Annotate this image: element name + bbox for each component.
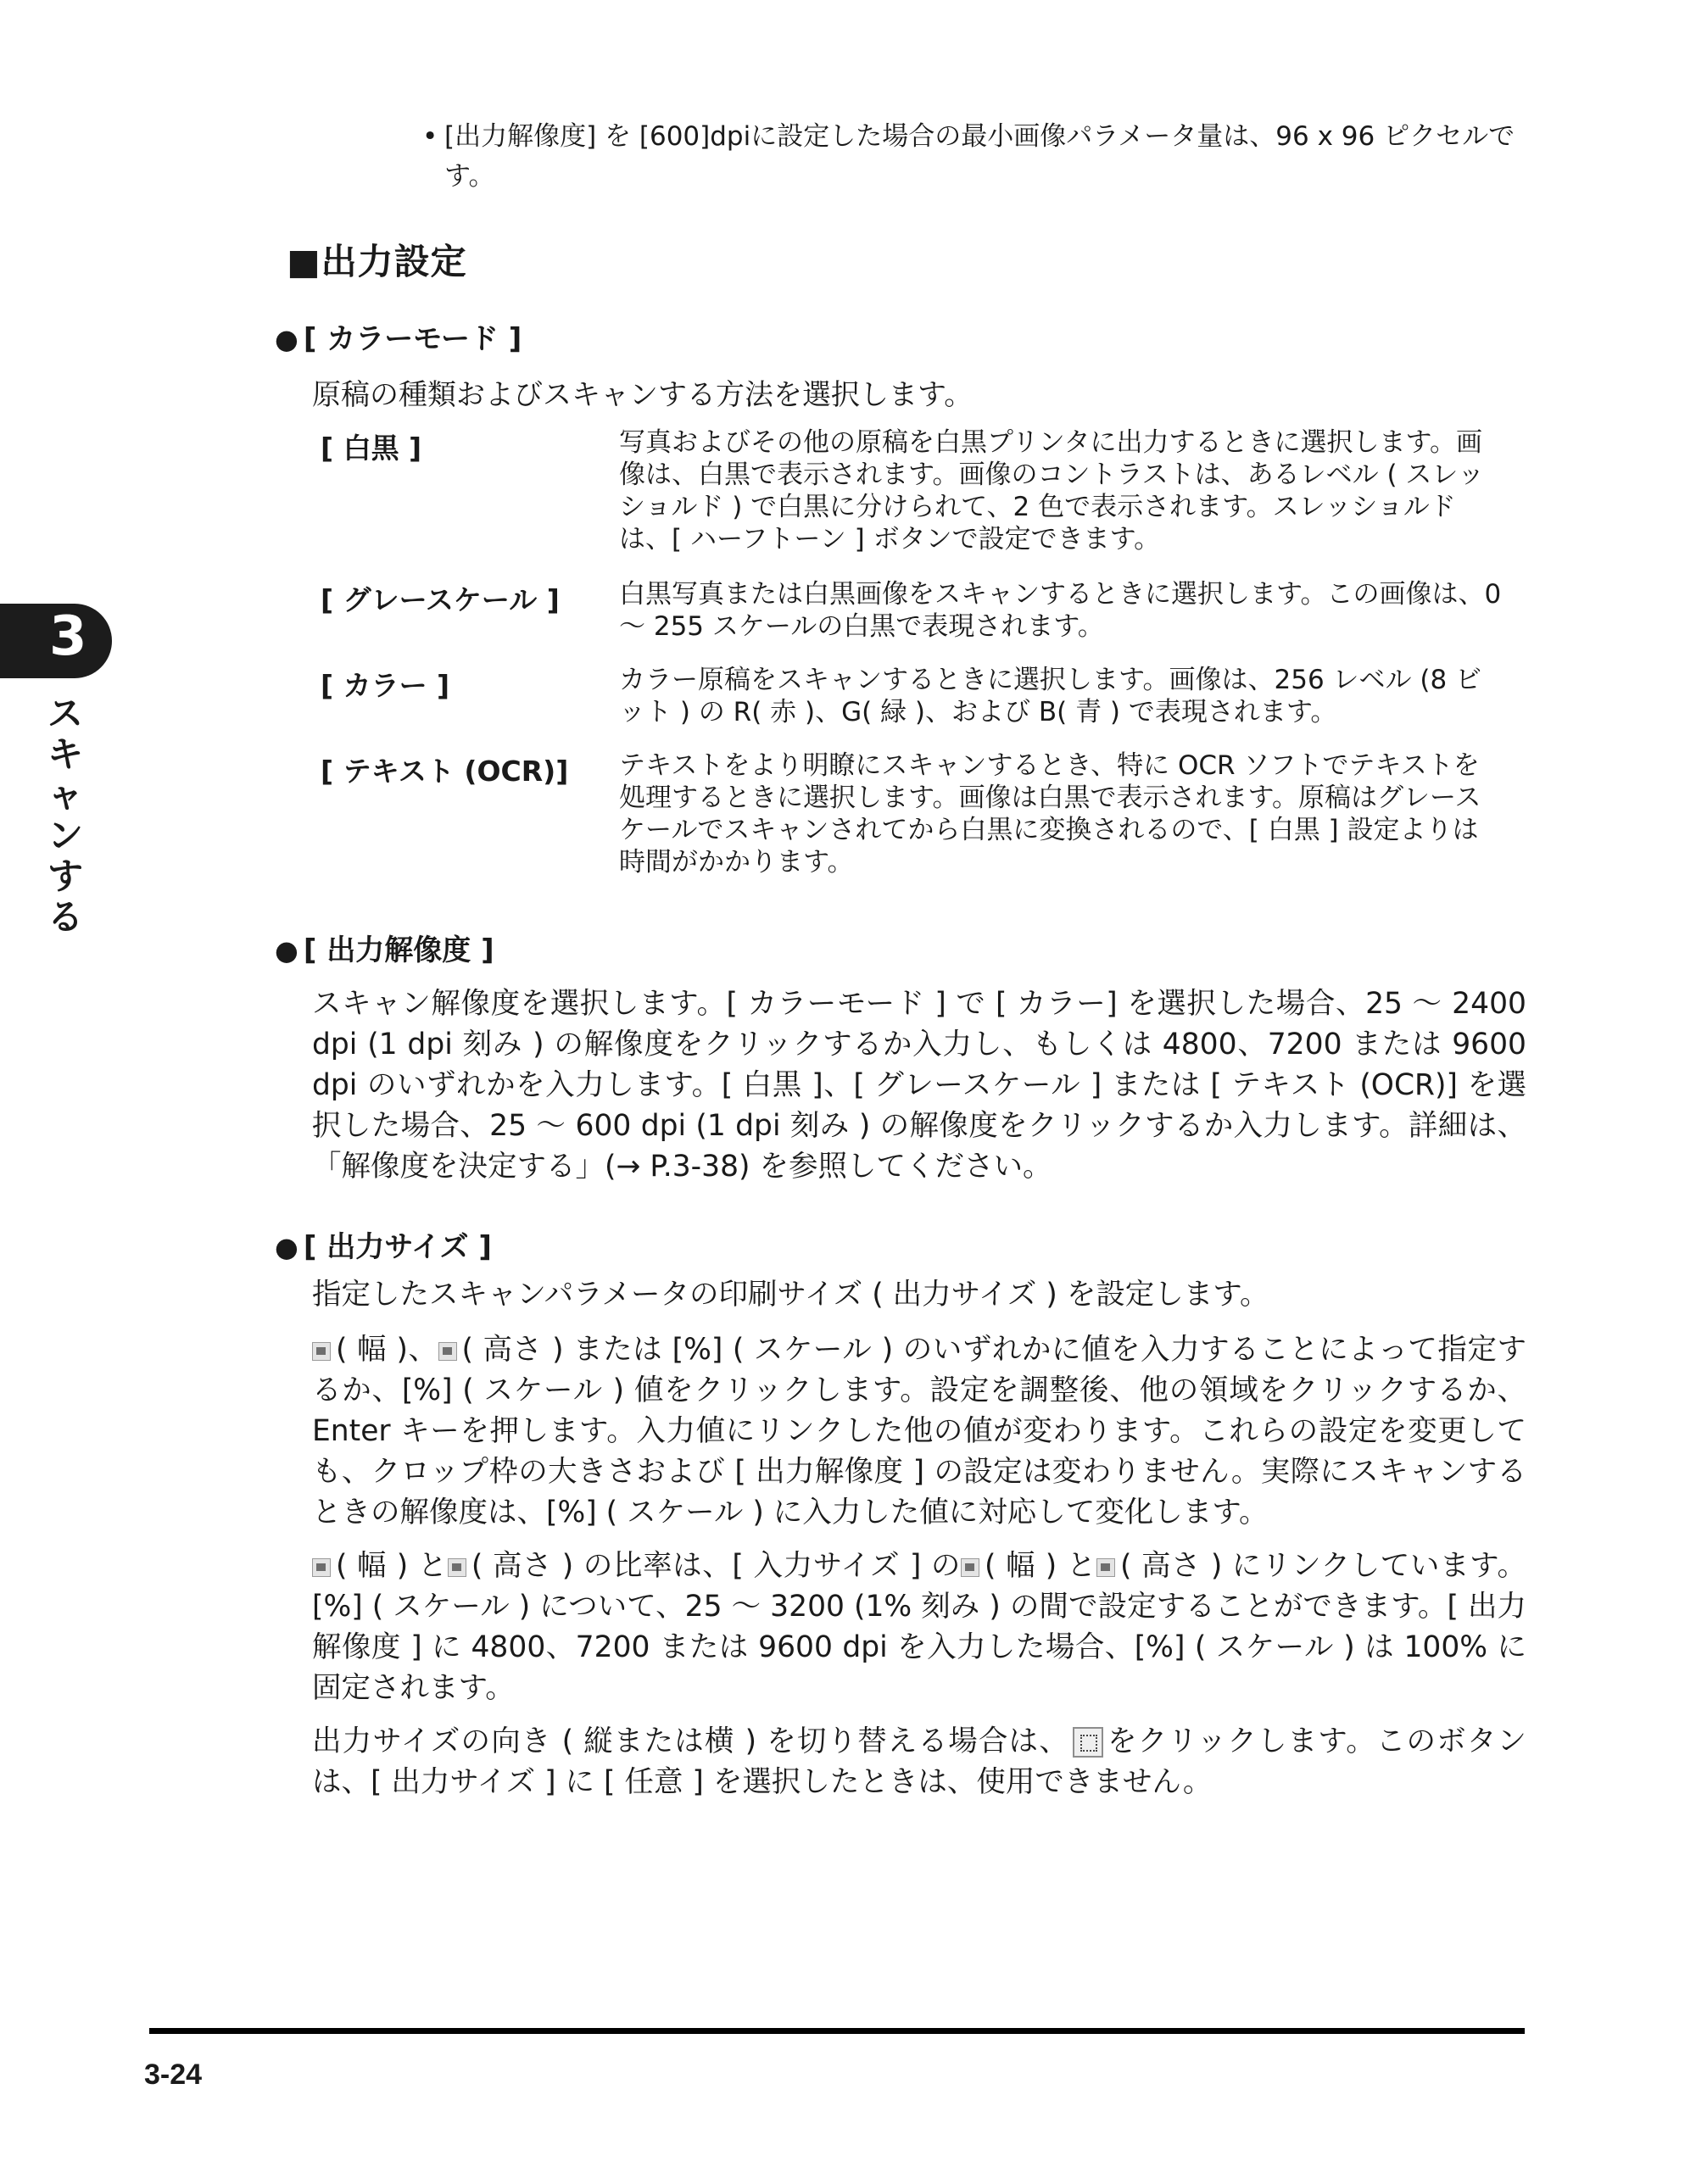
output-resolution-body: スキャン解像度を選択します。[ カラーモード ] で [ カラー] を選択した場合、25 〜 2400 dpi (1 dpi 刻み ) の解像度をクリックするか入力し、もしくは 4800、7200 または 9600 dpi のいずれかを入力します。[ 白黒 ]、[ グレースケール ] または [ テキスト (OCR)] を選択した場合、25 〜 600 dpi (1 dpi 刻み ) の解像度をクリックするか入力します。詳細は、「解像度を決定する」(→ P.3-38) を参照してください。	[312, 987, 1526, 1184]
page-number: 3-24	[144, 2059, 203, 2091]
chapter-number: 3	[49, 605, 87, 668]
bullet-icon: ●	[275, 1231, 298, 1263]
width-icon	[961, 1558, 979, 1577]
orientation-toggle-icon	[1073, 1727, 1103, 1758]
p3-text-c: ( 幅 ) と	[985, 1549, 1096, 1583]
output-size-p3	[312, 1546, 1526, 1708]
output-resolution-heading-text: [ 出力解像度 ]	[303, 933, 494, 967]
chapter-label: スキャンする	[47, 693, 83, 938]
height-icon	[448, 1558, 466, 1577]
output-size-p4	[312, 1721, 1526, 1802]
bullet-icon: ●	[275, 323, 298, 355]
output-size-heading-text: [ 出力サイズ ]	[303, 1230, 492, 1264]
definition-desc: 白黒写真または白黒画像をスキャンするときに選択します。この画像は、0 〜 255 スケールの白黒で表現されます。	[619, 579, 1502, 642]
section-title: ■出力設定	[287, 241, 467, 282]
definition-term: [ グレースケール ]	[321, 583, 560, 616]
height-icon	[438, 1342, 457, 1361]
bullet-icon: ●	[275, 934, 298, 967]
color-mode-heading-text: [ カラーモード ]	[303, 322, 522, 356]
p3-text-a: ( 幅 ) と	[336, 1549, 448, 1583]
definition-desc: カラー原稿をスキャンするときに選択します。画像は、256 レベル (8 ビット ) の R( 赤 )、G( 緑 )、および B( 青 ) で表現されます。	[619, 665, 1482, 727]
p3-text-d: ( 高さ ) にリンクしています。[%] ( スケール ) について、25 〜 3200 (1% 刻み ) の間で設定することができます。[ 出力解像度 ] に 4800、7200 または 9600 dpi を入力した場合、[%] ( スケール ) は 100% に固定されます。	[312, 1549, 1526, 1705]
p3-text-b: ( 高さ ) の比率は、[ 入力サイズ ] の	[471, 1549, 962, 1583]
color-mode-lead: 原稿の種類およびスキャンする方法を選択します。	[312, 378, 974, 412]
output-size-heading	[275, 1223, 492, 1265]
definition-term: [ カラー ]	[321, 669, 450, 702]
p4-text-b: をクリックします。このボタンは、[ 出力サイズ ] に [ 任意 ] を選択したときは、使用できません。	[312, 1724, 1527, 1799]
p2-text-a: ( 幅 )、	[336, 1333, 438, 1367]
p2-text-b: ( 高さ ) または [%] ( スケール ) のいずれかに値を入力することによって指定するか、[%] ( スケール ) 値をクリックします。設定を調整後、他の領域をクリックするか、Enter キーを押します。入力値にリンクした他の値が変わります。これらの設定を変更しても、クロップ枠の大きさおよび [ 出力解像度 ] の設定は変わりません。実際にスキャンするときの解像度は、[%] ( スケール ) に入力した値に対応して変化します。	[312, 1333, 1526, 1529]
definition-term: [ テキスト (OCR)]	[321, 755, 569, 788]
width-icon	[312, 1558, 331, 1577]
footer-rule	[149, 2028, 1525, 2034]
definition-desc: 写真およびその他の原稿を白黒プリンタに出力するときに選択します。画像は、白黒で表示されます。画像のコントラストは、あるレベル ( スレッショルド ) で白黒に分けられて、2 色で表示されます。スレッショルドは、[ ハーフトーン ] ボタンで設定できます。	[619, 427, 1485, 554]
definition-desc: テキストをより明瞭にスキャンするとき、特に OCR ソフトでテキストを処理するときに選択します。画像は白黒で表示されます。原稿はグレースケールでスキャンされてから白黒に変換されるので、[ 白黒 ] 設定よりは時間がかかります。	[619, 750, 1481, 878]
color-mode-heading	[275, 315, 522, 357]
height-icon	[1096, 1558, 1115, 1577]
note-text: [出力解像度] を [600]dpiに設定した場合の最小画像パラメータ量は、96 x 96 ピクセルです。	[444, 121, 1515, 192]
definition-term: [ 白黒 ]	[321, 432, 422, 465]
output-size-p1: 指定したスキャンパラメータの印刷サイズ ( 出力サイズ ) を設定します。	[312, 1278, 1269, 1312]
output-resolution-heading	[275, 927, 494, 968]
output-size-p2	[312, 1329, 1526, 1533]
note-bullet: •	[422, 121, 438, 152]
top-note	[422, 117, 1525, 197]
p4-text-a: 出力サイズの向き ( 縦または横 ) を切り替える場合は、	[312, 1724, 1069, 1758]
width-icon	[312, 1342, 331, 1361]
